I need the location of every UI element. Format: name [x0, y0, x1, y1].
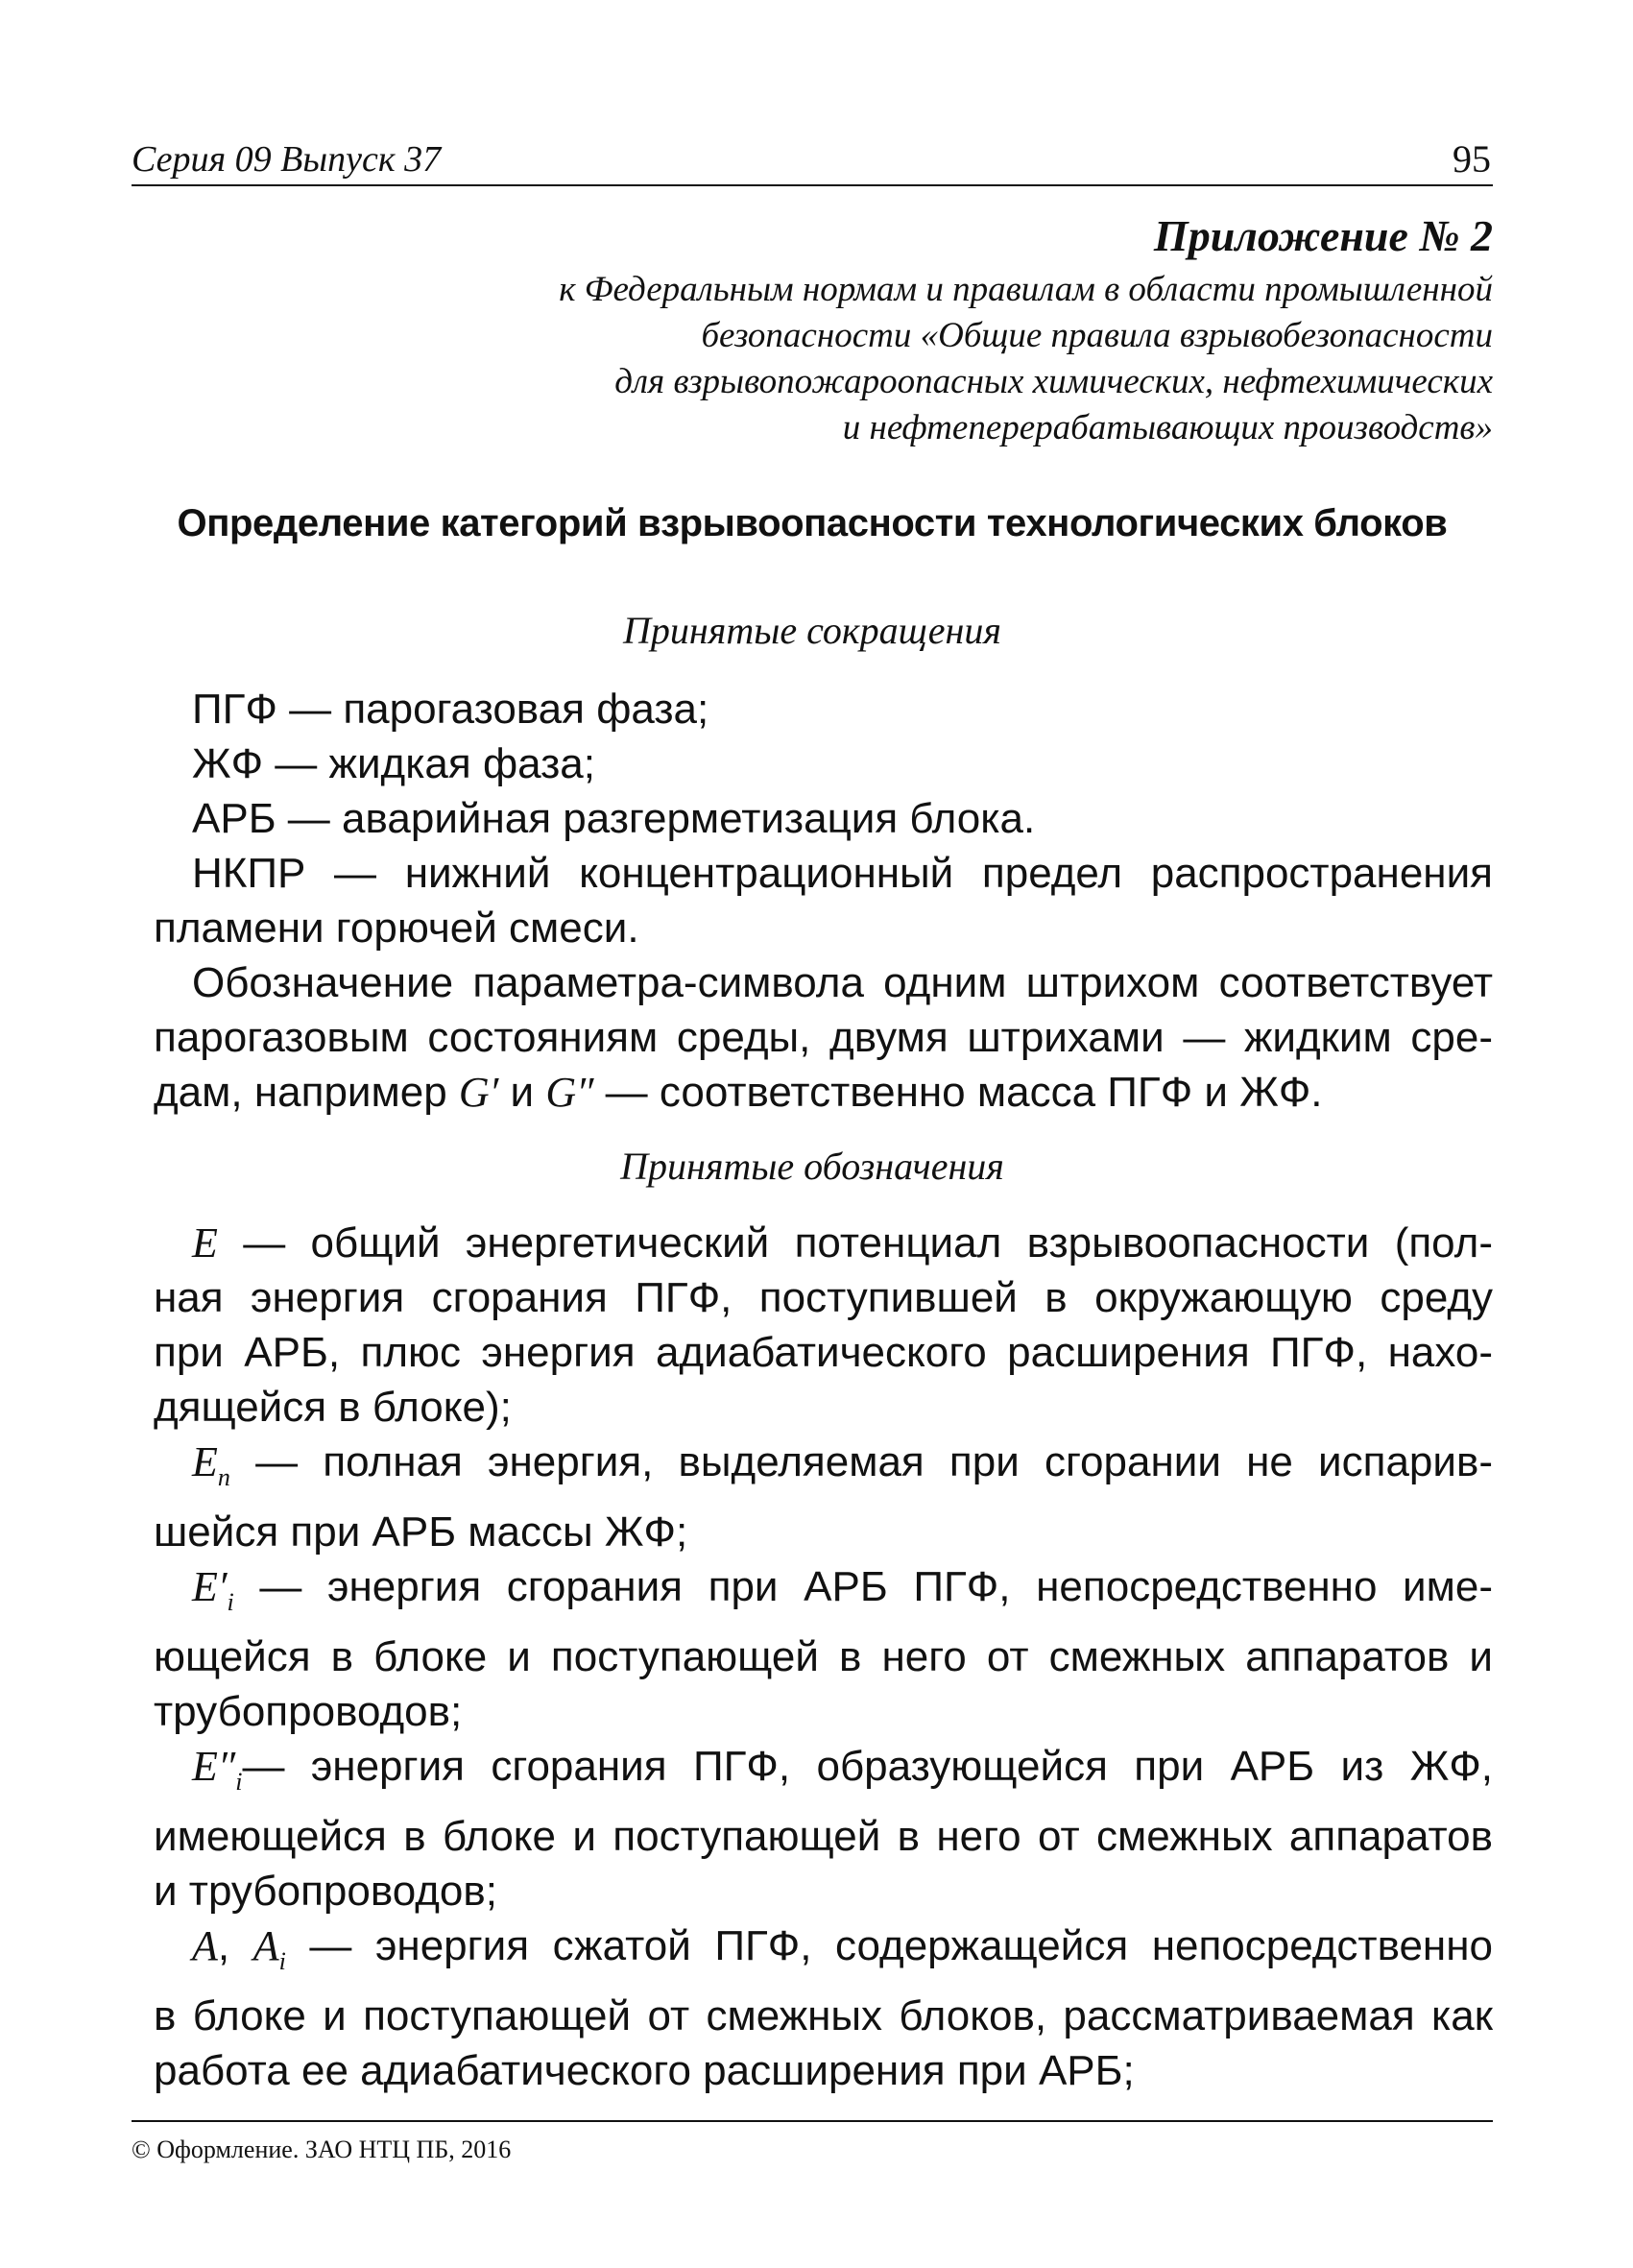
- notation-e-line: ная энергия сгорания ПГФ, поступившей в окружающую среду: [154, 1274, 1493, 1321]
- notation-ei-double-prime-line: [154, 1739, 1493, 1809]
- abbreviations-block: [154, 682, 1493, 1120]
- notation-a-line: в блоке и поступающей от смежных блоков, рассматриваемая как: [154, 1992, 1493, 2039]
- notation-text: — энергия сгорания ПГФ, образующейся при АРБ из ЖФ,: [242, 1743, 1493, 1790]
- notations-heading: Принятые обозначения: [620, 1145, 1004, 1188]
- appendix-subtitle-line: для взрывопожароопасных химических, нефтехимических: [614, 362, 1493, 401]
- notation-text: — полная энергия, выделяемая при сгорании не испарив-: [229, 1438, 1493, 1485]
- symbol-e: E: [192, 1219, 218, 1267]
- symbol-g-double-prime: G″: [545, 1069, 594, 1116]
- abbrev-arb: АРБ — аварийная разгерметизация блока.: [192, 795, 1036, 842]
- symbol-e-i-double-prime-sub: i: [235, 1768, 243, 1796]
- symbol-e-n: [192, 1438, 230, 1491]
- appendix-subtitle: [245, 267, 1493, 451]
- prime-note-line: [154, 1065, 1493, 1120]
- abbrev-nkpr-line: НКПР — нижний концентрационный предел распространения: [192, 850, 1493, 897]
- notations-block: [154, 1216, 1493, 2098]
- notation-text: — энергия сгорания при АРБ ПГФ, непосредственно име-: [233, 1563, 1493, 1610]
- page-number: 95: [1453, 137, 1491, 181]
- notation-ei-prime-line: трубопроводов;: [154, 1688, 463, 1735]
- abbrev-zhf: ЖФ — жидкая фаза;: [192, 740, 595, 787]
- notation-en-line: [154, 1435, 1493, 1505]
- symbol-a-i-sub: i: [278, 1947, 286, 1975]
- notation-text: — энергия сжатой ПГФ, содержащейся непосредственно: [285, 1922, 1493, 1969]
- symbol-e-i-prime-base: E′: [192, 1563, 228, 1610]
- prime-note-text: — соответственно масса ПГФ и ЖФ.: [593, 1069, 1323, 1116]
- symbol-a: A: [192, 1922, 218, 1969]
- notation-e-line: при АРБ, плюс энергия адиабатического расширения ПГФ, нахо-: [154, 1329, 1493, 1376]
- appendix-subtitle-line: и нефтеперерабатывающих производств»: [842, 408, 1493, 447]
- notation-text: — общий энергетический потенциал взрывоопасности (пол-: [217, 1219, 1493, 1267]
- symbol-a-i-base: A: [252, 1922, 279, 1969]
- symbol-separator: ,: [217, 1922, 253, 1969]
- notation-a-line: [154, 1918, 1493, 1989]
- prime-note-text: дам, например: [154, 1069, 459, 1116]
- symbol-e-n-base: E: [192, 1438, 218, 1485]
- notation-en-line: шейся при АРБ массы ЖФ;: [154, 1508, 688, 1556]
- notation-e-line: дящейся в блоке);: [154, 1384, 512, 1431]
- footer-divider: [132, 2120, 1493, 2122]
- appendix-subtitle-line: к Федеральным нормам и правилам в области промышленной: [559, 270, 1493, 309]
- symbol-e-i-prime: [192, 1563, 234, 1616]
- notation-ei-double-prime-line: и трубопроводов;: [154, 1868, 497, 1915]
- notation-a-line: работа ее адиабатического расширения при АРБ;: [154, 2047, 1135, 2094]
- abbreviations-heading: Принятые сокращения: [623, 609, 1001, 652]
- prime-note-line: парогазовым состояниям среды, двумя штрихами — жидким сре-: [154, 1014, 1493, 1061]
- appendix-subtitle-line: безопасности «Общие правила взрывобезопасности: [701, 316, 1493, 355]
- notation-ei-prime-line: ющейся в блоке и поступающей в него от смежных аппаратов и: [154, 1633, 1493, 1680]
- running-header: [132, 134, 1493, 186]
- symbol-e-i-prime-sub: i: [227, 1588, 234, 1616]
- notation-ei-double-prime-line: имеющейся в блоке и поступающей в него от смежных аппаратов: [154, 1813, 1493, 1860]
- main-heading: Определение категорий взрывоопасности технологических блоков: [177, 502, 1448, 544]
- notation-ei-prime-line: [154, 1559, 1493, 1629]
- symbol-a-i: [252, 1922, 286, 1975]
- symbol-g-prime: G′: [458, 1069, 499, 1116]
- symbol-e-n-sub: п: [217, 1463, 230, 1491]
- symbol-e-i-double-prime-base: E″: [192, 1743, 236, 1790]
- notation-e-line: [154, 1216, 1493, 1270]
- footer-copyright: © Оформление. ЗАО НТЦ ПБ, 2016: [132, 2135, 512, 2163]
- series-label: Серия 09 Выпуск 37: [132, 139, 442, 180]
- abbrev-pgf: ПГФ — парогазовая фаза;: [192, 686, 709, 733]
- prime-note-text: и: [498, 1069, 546, 1116]
- symbol-e-i-double-prime: [192, 1743, 243, 1796]
- abbrev-nkpr-line: пламени горючей смеси.: [154, 905, 639, 952]
- appendix-title: Приложение № 2: [1153, 211, 1493, 260]
- prime-note-line: Обозначение параметра-символа одним штрихом соответствует: [192, 959, 1493, 1006]
